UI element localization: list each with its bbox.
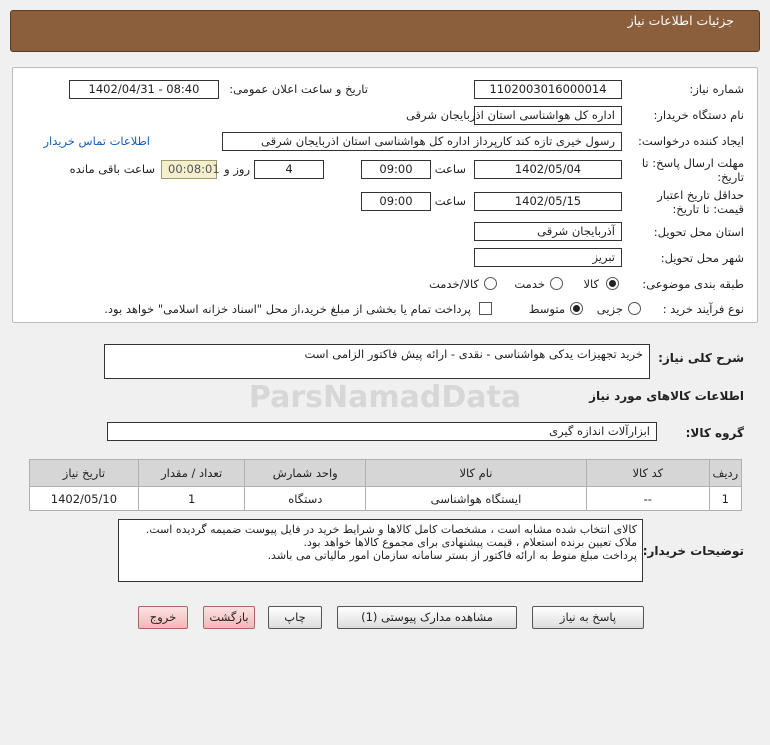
- buyer-org-label: نام دستگاه خریدار:: [653, 108, 744, 122]
- deadline-label: مهلت ارسال پاسخ: تا: [641, 156, 744, 170]
- category-service-radio[interactable]: [550, 277, 563, 290]
- back-button[interactable]: بازگشت: [203, 606, 255, 629]
- cell-date: 1402/05/10: [30, 487, 139, 511]
- city-field: تبریز: [474, 248, 622, 267]
- notes-line-2: ملاک تعیین برنده استعلام ، قیمت پیشنهادی برای مجموع کالاها خواهد بود.: [303, 536, 637, 549]
- need-number-field: 1102003016000014: [474, 80, 622, 99]
- requester-label: ایجاد کننده درخواست:: [638, 134, 744, 148]
- buyer-contact-link[interactable]: اطلاعات تماس خریدار: [43, 134, 150, 148]
- cell-row: 1: [709, 487, 741, 511]
- validity-date-field: 1402/05/15: [474, 192, 622, 211]
- remaining-time-field: 00:08:01: [161, 160, 217, 179]
- cell-name: ایستگاه هواشناسی: [366, 487, 587, 511]
- view-attachments-button[interactable]: مشاهده مدارک پیوستی (1): [337, 606, 517, 629]
- treasury-bonds-checkbox[interactable]: [479, 302, 492, 315]
- goods-section-title: اطلاعات کالاهای مورد نیاز: [589, 389, 744, 403]
- table-header-row: [30, 460, 742, 487]
- deadline-label-2: تاریخ:: [717, 170, 744, 184]
- announce-field: 1402/04/31 - 08:40: [69, 80, 219, 99]
- treasury-bonds-label: پرداخت تمام یا بخشی از مبلغ خرید،از محل "اسناد خزانه اسلامی" خواهد بود.: [104, 302, 471, 316]
- deadline-time-label: ساعت: [434, 162, 466, 176]
- requester-field: رسول خیری تازه کند کارپرداز اداره کل هواشناسی استان اذربایجان شرقی: [222, 132, 622, 151]
- buyer-org-field: اداره کل هواشناسی استان اذربایجان شرقی: [474, 106, 622, 125]
- remaining-days-field: 4: [254, 160, 324, 179]
- notes-line-3: پرداخت مبلغ منوط به ارائه فاکتور از بستر سامانه سازمان امور مالیاتی می باشد.: [267, 549, 637, 562]
- col-code-header: کد کالا: [586, 460, 709, 487]
- summary-label: شرح کلی نیاز:: [658, 351, 744, 365]
- col-name-header: نام کالا: [366, 460, 587, 487]
- announce-label: تاریخ و ساعت اعلان عمومی:: [229, 82, 368, 96]
- days-label: روز و: [224, 162, 250, 176]
- category-label: طبقه بندی موضوعی:: [642, 277, 744, 291]
- purchase-type-label: نوع فرآیند خرید :: [662, 302, 744, 316]
- print-button[interactable]: چاپ: [268, 606, 322, 629]
- need-number-label: شماره نیاز:: [689, 82, 744, 96]
- category-goods-service-label: کالا/خدمت: [428, 277, 479, 291]
- col-row-header: ردیف: [709, 460, 741, 487]
- goods-group-field: ابزارآلات اندازه گیری: [107, 422, 657, 441]
- watermark: ParsNamadData: [248, 380, 522, 415]
- col-date-header: تاریخ نیاز: [30, 460, 139, 487]
- summary-field: خرید تجهیزات یدکی هواشناسی - نقدی - ارائه پیش فاکتور الزامی است: [104, 344, 650, 379]
- validity-time-label: ساعت: [434, 194, 466, 208]
- table-row: [30, 487, 742, 511]
- province-label: استان محل تحویل:: [653, 225, 744, 239]
- category-goods-label: کالا: [583, 277, 599, 291]
- category-service-label: خدمت: [514, 277, 545, 291]
- remaining-time-label: ساعت باقی مانده: [69, 162, 155, 176]
- items-table: [29, 459, 742, 511]
- purchase-minor-radio[interactable]: [628, 302, 641, 315]
- exit-button[interactable]: خروج: [138, 606, 188, 629]
- deadline-date-field: 1402/05/04: [474, 160, 622, 179]
- validity-label-2: قیمت: تا تاریخ:: [672, 202, 744, 216]
- notes-field: [118, 519, 643, 582]
- goods-group-label: گروه کالا:: [685, 426, 744, 440]
- col-unit-header: واحد شمارش: [245, 460, 366, 487]
- validity-label: حداقل تاریخ اعتبار: [657, 188, 744, 202]
- city-label: شهر محل تحویل:: [660, 251, 744, 265]
- cell-code: --: [586, 487, 709, 511]
- province-field: آذربایجان شرقی: [474, 222, 622, 241]
- purchase-medium-label: متوسط: [528, 302, 565, 316]
- category-goods-radio[interactable]: [606, 277, 619, 290]
- page-title: جزئیات اطلاعات نیاز: [627, 13, 734, 28]
- cell-unit: دستگاه: [245, 487, 366, 511]
- cell-qty: 1: [138, 487, 245, 511]
- col-qty-header: تعداد / مقدار: [138, 460, 245, 487]
- purchase-minor-label: جزیی: [596, 302, 623, 316]
- reply-button[interactable]: پاسخ به نیاز: [532, 606, 644, 629]
- purchase-medium-radio[interactable]: [570, 302, 583, 315]
- deadline-time-field: 09:00: [361, 160, 431, 179]
- validity-time-field: 09:00: [361, 192, 431, 211]
- notes-label: توضیحات خریدار:: [642, 544, 744, 558]
- notes-line-1: کالای انتخاب شده مشابه است ، مشخصات کامل کالاها و شرایط خرید در فایل پیوست ضمیمه گردیده است.: [145, 523, 637, 536]
- category-goods-service-radio[interactable]: [484, 277, 497, 290]
